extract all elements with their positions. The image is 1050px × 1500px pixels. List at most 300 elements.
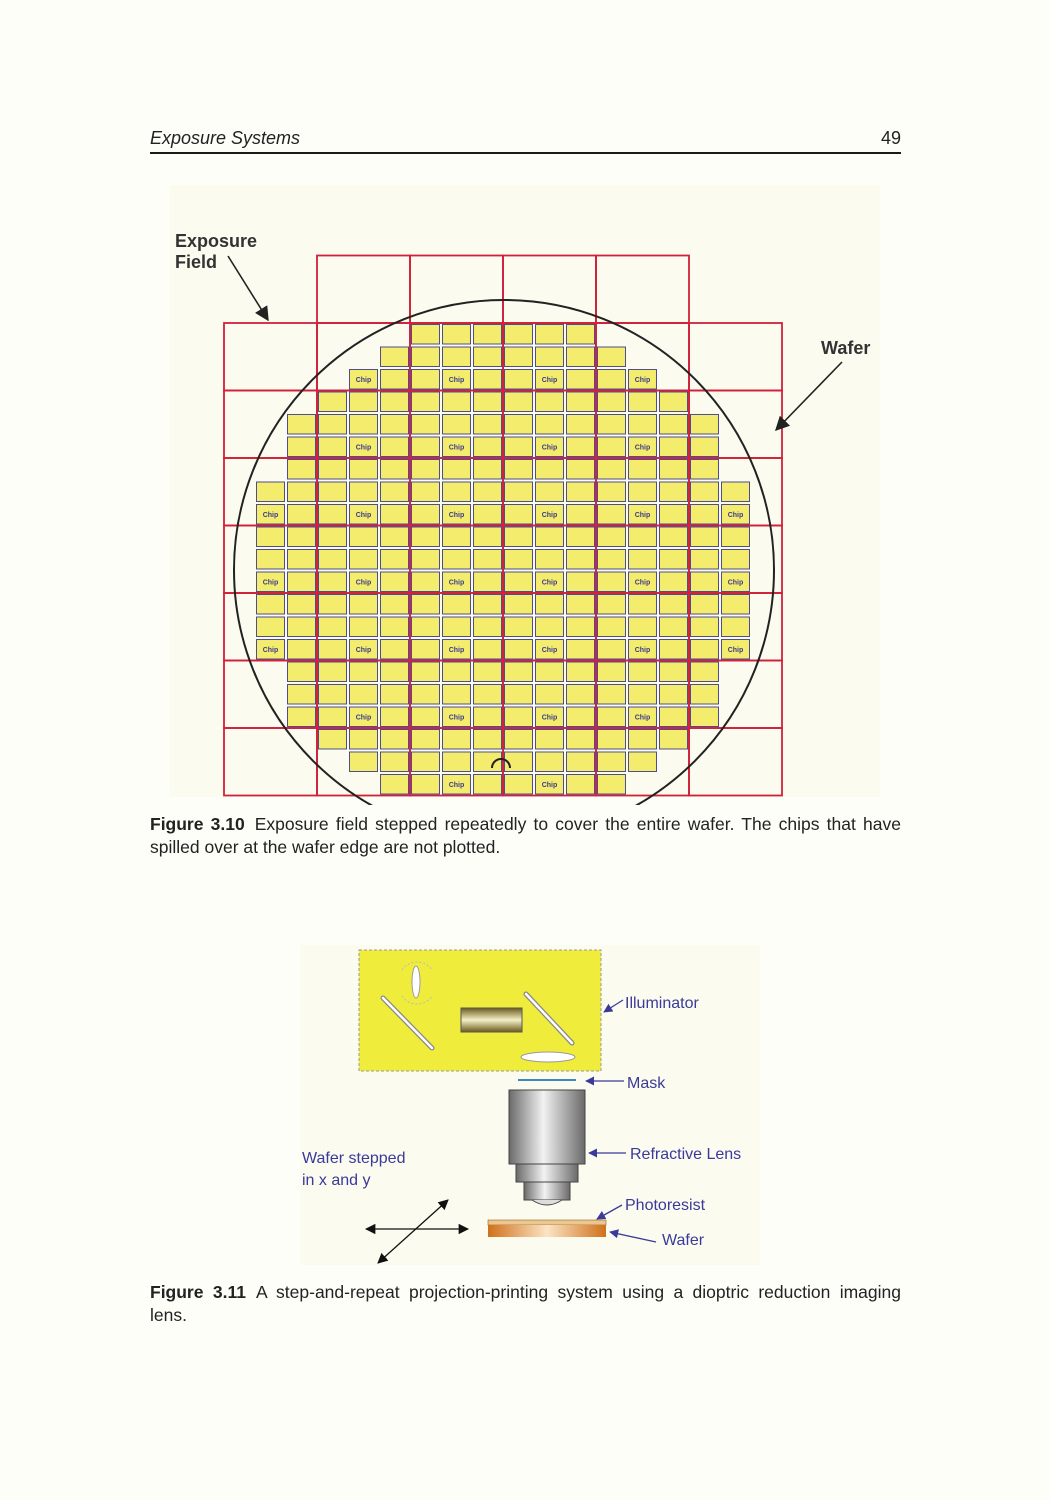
chip (474, 415, 502, 435)
chip (691, 437, 719, 457)
chip (412, 460, 440, 480)
chip (319, 662, 347, 682)
chip (722, 550, 750, 570)
chip (381, 752, 409, 772)
chip (598, 662, 626, 682)
chip (567, 505, 595, 525)
chip (598, 437, 626, 457)
section-title: Exposure Systems (150, 128, 301, 148)
chip (691, 482, 719, 502)
chip (443, 550, 471, 570)
chip (350, 595, 378, 615)
chip (443, 392, 471, 412)
chip (288, 707, 316, 727)
chip-label: Chip (355, 444, 372, 452)
chip-label: Chip (355, 376, 372, 384)
chip (350, 617, 378, 637)
chip (412, 640, 440, 660)
chip (443, 595, 471, 615)
chip (381, 482, 409, 502)
chip (505, 527, 533, 547)
chip (412, 707, 440, 727)
chip (598, 775, 626, 795)
chip (288, 595, 316, 615)
chip (381, 392, 409, 412)
chip (288, 437, 316, 457)
chip (319, 595, 347, 615)
chip (536, 617, 564, 637)
photoresist-label: Photoresist (625, 1197, 706, 1214)
chip (722, 595, 750, 615)
chip (381, 662, 409, 682)
chip-label: Chip (727, 579, 744, 587)
figure-3-10-caption (150, 813, 901, 859)
chip (288, 415, 316, 435)
chip (567, 640, 595, 660)
chip (319, 707, 347, 727)
chip (474, 437, 502, 457)
chip (474, 482, 502, 502)
chip (350, 752, 378, 772)
chip (412, 595, 440, 615)
chip (567, 550, 595, 570)
chip (660, 730, 688, 750)
chip (691, 505, 719, 525)
chip (567, 685, 595, 705)
chip (660, 685, 688, 705)
chip (536, 415, 564, 435)
refractive-lens-label: Refractive Lens (630, 1146, 742, 1163)
chip (567, 482, 595, 502)
chip-label: Chip (541, 376, 558, 384)
chip (412, 685, 440, 705)
chip (660, 640, 688, 660)
chip (474, 707, 502, 727)
chip (505, 550, 533, 570)
chip (474, 505, 502, 525)
chip (629, 527, 657, 547)
chip (350, 527, 378, 547)
chip (505, 595, 533, 615)
chip (536, 550, 564, 570)
chip (288, 460, 316, 480)
figure-3-10-wafer-map (150, 180, 900, 805)
chip (350, 730, 378, 750)
chip (691, 460, 719, 480)
chip (629, 482, 657, 502)
chip (598, 460, 626, 480)
chip (381, 460, 409, 480)
chip-label: Chip (634, 376, 651, 384)
chip (567, 775, 595, 795)
chip (474, 572, 502, 592)
chip (412, 437, 440, 457)
caption-number: Figure 3.11 (150, 1282, 246, 1302)
chip (474, 460, 502, 480)
chip (288, 685, 316, 705)
chip (536, 392, 564, 412)
chip (288, 482, 316, 502)
stepped-label-1: Wafer stepped (302, 1150, 406, 1167)
chip (660, 482, 688, 502)
chip (629, 730, 657, 750)
chip (505, 460, 533, 480)
chip (474, 550, 502, 570)
chip-label: Chip (634, 714, 651, 722)
chip (629, 460, 657, 480)
chip (691, 527, 719, 547)
chip (381, 730, 409, 750)
figure-3-11-caption (150, 1281, 901, 1327)
chip (412, 662, 440, 682)
chip (412, 347, 440, 367)
chip (505, 482, 533, 502)
mask-label: Mask (627, 1075, 666, 1092)
chip (381, 707, 409, 727)
chip (598, 707, 626, 727)
chip (629, 392, 657, 412)
chip (629, 617, 657, 637)
chip (257, 482, 285, 502)
chip (598, 685, 626, 705)
chip (660, 662, 688, 682)
chip (660, 392, 688, 412)
chip (505, 640, 533, 660)
chip (660, 617, 688, 637)
chip-label: Chip (262, 646, 279, 654)
chip (319, 685, 347, 705)
chip (412, 752, 440, 772)
chip (257, 550, 285, 570)
chip (288, 617, 316, 637)
chip (381, 437, 409, 457)
chip-label: Chip (541, 444, 558, 452)
chip (505, 617, 533, 637)
chip-label: Chip (634, 579, 651, 587)
chip (443, 460, 471, 480)
chip (598, 572, 626, 592)
chip (381, 527, 409, 547)
caption-number: Figure 3.10 (150, 814, 245, 834)
chip (691, 415, 719, 435)
exposure-field-label-2: Field (175, 252, 218, 272)
chip (319, 640, 347, 660)
chip (598, 415, 626, 435)
chip (474, 752, 502, 772)
chip-label: Chip (634, 444, 651, 452)
chip (691, 550, 719, 570)
chip (629, 595, 657, 615)
chip-label: Chip (262, 579, 279, 587)
chip (505, 505, 533, 525)
chip (319, 527, 347, 547)
chip (629, 662, 657, 682)
chip (505, 415, 533, 435)
chip-label: Chip (448, 781, 465, 789)
chip (319, 505, 347, 525)
chip (567, 595, 595, 615)
chip (412, 482, 440, 502)
chip (257, 595, 285, 615)
chip (598, 505, 626, 525)
chip-label: Chip (448, 579, 465, 587)
chip (722, 617, 750, 637)
chip (257, 527, 285, 547)
chip (691, 662, 719, 682)
wafer (488, 1225, 606, 1237)
chip (598, 640, 626, 660)
chip (567, 437, 595, 457)
chip (412, 775, 440, 795)
chip (443, 325, 471, 345)
chip (505, 325, 533, 345)
chip (598, 370, 626, 390)
chip (567, 415, 595, 435)
chip-label: Chip (541, 646, 558, 654)
illuminator-label: Illuminator (625, 995, 699, 1012)
chip (567, 370, 595, 390)
chip (412, 370, 440, 390)
chip (474, 347, 502, 367)
chip (660, 707, 688, 727)
chip-label: Chip (448, 646, 465, 654)
chip (381, 415, 409, 435)
chip (381, 775, 409, 795)
chip (567, 460, 595, 480)
chip (381, 550, 409, 570)
chip-label: Chip (262, 511, 279, 519)
chip (412, 505, 440, 525)
chip (660, 527, 688, 547)
chip-label: Chip (727, 646, 744, 654)
chip (536, 527, 564, 547)
chip (412, 730, 440, 750)
illuminator-rod (461, 1008, 522, 1032)
chip-label: Chip (448, 511, 465, 519)
chip-label: Chip (727, 511, 744, 519)
chip-label: Chip (355, 579, 372, 587)
wafer-label: Wafer (821, 338, 871, 358)
chip (443, 730, 471, 750)
chip (319, 460, 347, 480)
chip (474, 370, 502, 390)
chip (567, 730, 595, 750)
chip (350, 392, 378, 412)
chip (660, 550, 688, 570)
caption-text: Exposure field stepped repeatedly to cover the entire wafer. The chips that have spilled over at the wafer edge are not plotted. (150, 814, 902, 857)
chip (412, 617, 440, 637)
running-header (150, 126, 901, 154)
chip (536, 685, 564, 705)
chip (319, 415, 347, 435)
chip (319, 437, 347, 457)
chip (443, 662, 471, 682)
chip (381, 370, 409, 390)
chip (381, 505, 409, 525)
chip (288, 572, 316, 592)
chip (474, 617, 502, 637)
chip (319, 392, 347, 412)
chip (567, 752, 595, 772)
chip-label: Chip (448, 376, 465, 384)
exposure-field-label-1: Exposure (175, 231, 258, 251)
chip (567, 662, 595, 682)
chip (288, 527, 316, 547)
chip (536, 662, 564, 682)
chip (412, 527, 440, 547)
chip (350, 415, 378, 435)
chip (691, 707, 719, 727)
chip (567, 617, 595, 637)
chip (505, 347, 533, 367)
chip-label: Chip (541, 579, 558, 587)
chip (598, 550, 626, 570)
chip (474, 730, 502, 750)
chip (443, 617, 471, 637)
chip (288, 662, 316, 682)
chip (381, 572, 409, 592)
chip (474, 595, 502, 615)
chip-label: Chip (448, 444, 465, 452)
chip (350, 482, 378, 502)
chip (412, 572, 440, 592)
chip (598, 752, 626, 772)
chip (629, 685, 657, 705)
chip (412, 415, 440, 435)
chip (350, 460, 378, 480)
chip (567, 347, 595, 367)
chip (660, 572, 688, 592)
chip (691, 640, 719, 660)
chip (598, 527, 626, 547)
chip (505, 775, 533, 795)
chip (381, 640, 409, 660)
chip (381, 685, 409, 705)
chip (505, 572, 533, 592)
chip (691, 595, 719, 615)
chip (505, 707, 533, 727)
chip (443, 347, 471, 367)
figure-3-11-stepper-diagram (290, 940, 770, 1270)
chip-label: Chip (634, 646, 651, 654)
chip-label: Chip (541, 511, 558, 519)
chip (598, 347, 626, 367)
chip (505, 370, 533, 390)
chip (629, 550, 657, 570)
chip-label: Chip (541, 781, 558, 789)
chip (536, 730, 564, 750)
chip (412, 392, 440, 412)
chip (257, 617, 285, 637)
chip (474, 662, 502, 682)
chip (288, 550, 316, 570)
chip (288, 505, 316, 525)
chip (660, 460, 688, 480)
chip (288, 640, 316, 660)
chip (319, 730, 347, 750)
chip (505, 685, 533, 705)
chip (474, 325, 502, 345)
chip (598, 482, 626, 502)
chip (567, 392, 595, 412)
chip (629, 415, 657, 435)
chip-label: Chip (541, 714, 558, 722)
chip (350, 662, 378, 682)
chip (536, 460, 564, 480)
chip (598, 595, 626, 615)
condenser-lens (521, 1052, 575, 1062)
chip (505, 437, 533, 457)
chip (474, 392, 502, 412)
photoresist (488, 1220, 606, 1225)
chip (660, 415, 688, 435)
chip (381, 347, 409, 367)
chip (474, 775, 502, 795)
chip (691, 572, 719, 592)
chip (722, 527, 750, 547)
chip (567, 325, 595, 345)
chip (505, 730, 533, 750)
caption-text: A step-and-repeat projection-printing system using a dioptric reduction imaging lens. (150, 1282, 902, 1325)
chip (598, 730, 626, 750)
chip (412, 325, 440, 345)
chip-label: Chip (355, 646, 372, 654)
chip (443, 415, 471, 435)
chip (381, 617, 409, 637)
chip (505, 392, 533, 412)
chip (443, 752, 471, 772)
chip (691, 617, 719, 637)
chip (660, 437, 688, 457)
chip (598, 617, 626, 637)
chip (691, 685, 719, 705)
chip (660, 595, 688, 615)
chip (567, 527, 595, 547)
chip (474, 685, 502, 705)
chip-label: Chip (355, 511, 372, 519)
chip (629, 752, 657, 772)
chip (598, 392, 626, 412)
chip (350, 685, 378, 705)
chip (443, 685, 471, 705)
chip (319, 550, 347, 570)
chip (722, 482, 750, 502)
chip (567, 572, 595, 592)
chip (536, 347, 564, 367)
chip (536, 595, 564, 615)
chip-label: Chip (448, 714, 465, 722)
chip (443, 527, 471, 547)
chip (412, 550, 440, 570)
chip (319, 572, 347, 592)
wafer-label: Wafer (662, 1232, 705, 1249)
chip (536, 325, 564, 345)
chip (505, 662, 533, 682)
page-number: 49 (880, 128, 901, 148)
chip (319, 482, 347, 502)
chip-label: Chip (634, 511, 651, 519)
chip (381, 595, 409, 615)
chip (319, 617, 347, 637)
chip (350, 550, 378, 570)
chip (474, 640, 502, 660)
chip (443, 482, 471, 502)
chip-label: Chip (355, 714, 372, 722)
chip (660, 505, 688, 525)
chip (474, 527, 502, 547)
chip (567, 707, 595, 727)
chip (536, 482, 564, 502)
